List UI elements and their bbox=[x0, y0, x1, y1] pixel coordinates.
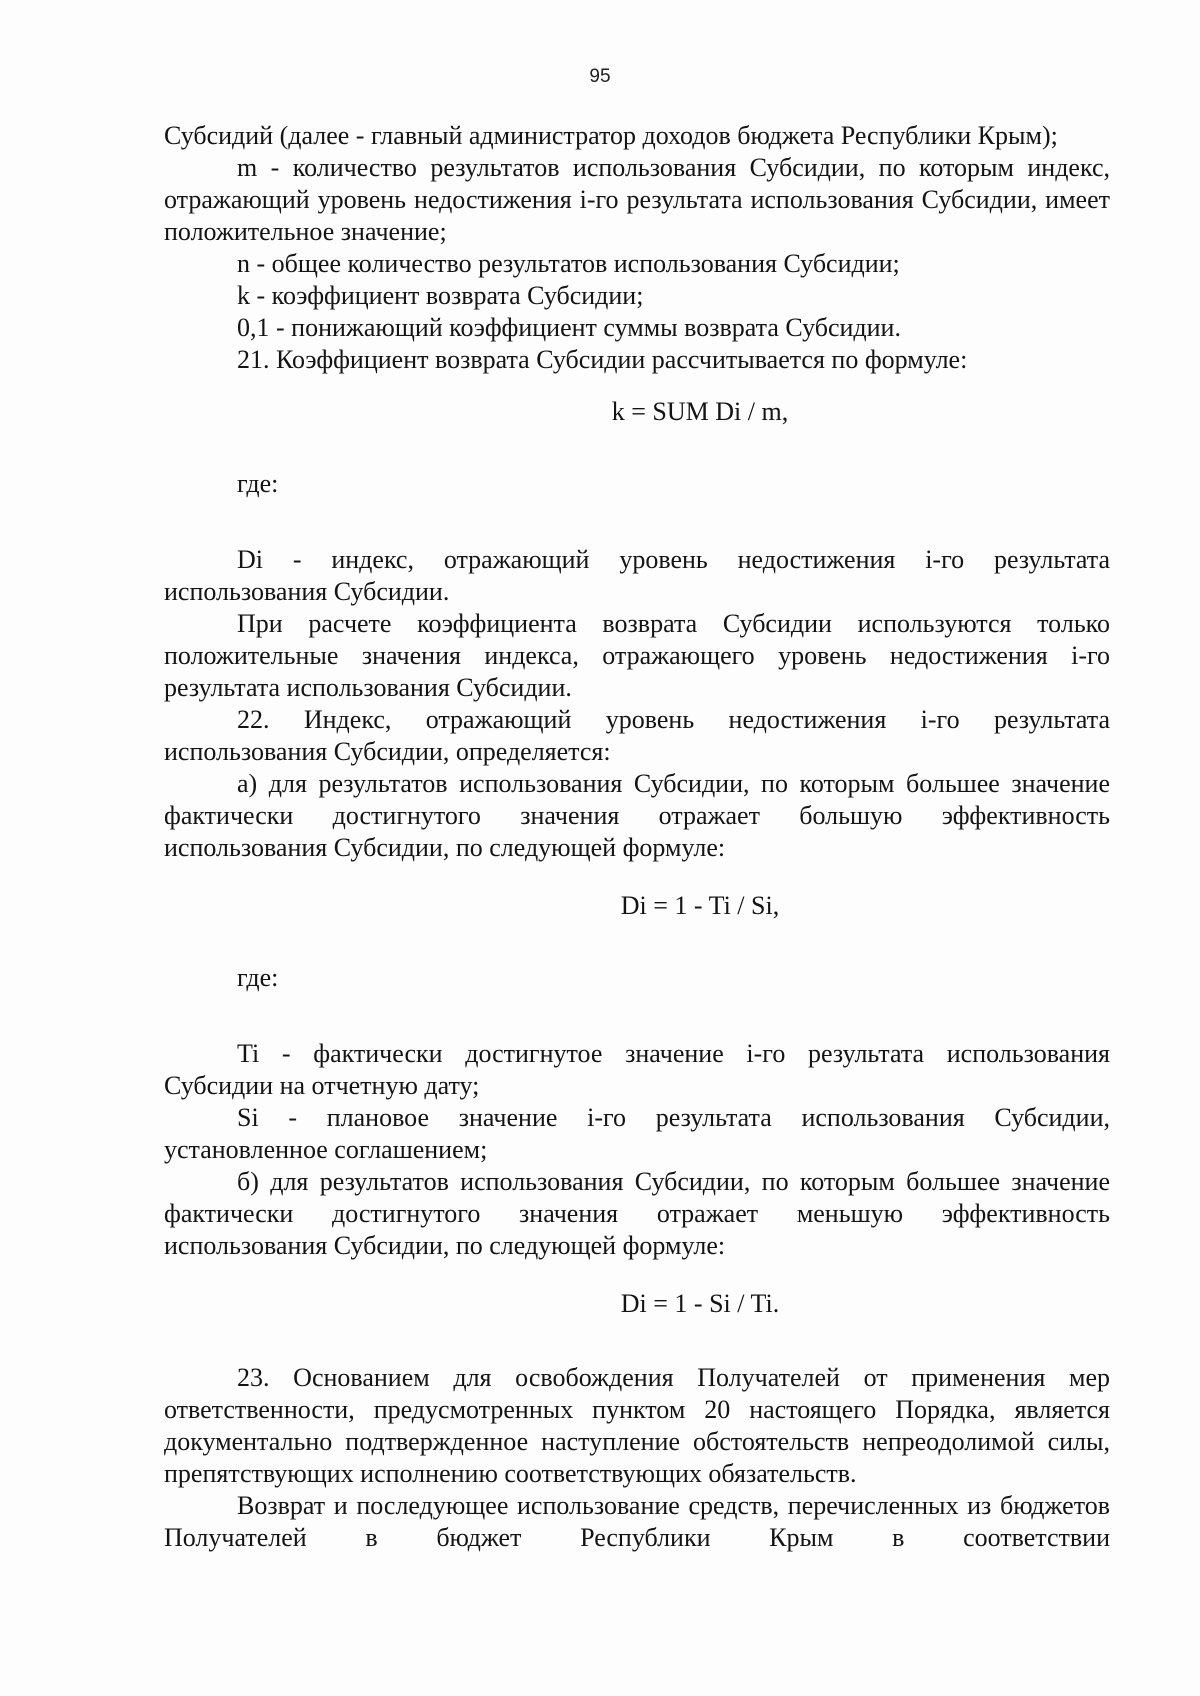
document-body bbox=[164, 120, 1110, 1554]
paragraph-di-definition: Di - индекс, отражающий уровень недостижения i-го результата использования Субсидии. bbox=[164, 545, 1110, 606]
formula-di-a: Di = 1 - Ti / Si, bbox=[620, 891, 780, 920]
paragraph-item-21: 21. Коэффициент возврата Субсидии рассчитывается по формуле: bbox=[237, 345, 968, 374]
paragraph-positive-values: При расчете коэффициента возврата Субсидии используются только положительные значения индекса, отражающего уровень недостижения i-го результата использования Субсидии. bbox=[164, 609, 1110, 702]
where-label-2: где: bbox=[237, 963, 279, 992]
paragraph-n-definition: n - общее количество результатов использования Субсидии; bbox=[237, 249, 900, 278]
paragraph-subsidy-admin: Субсидий (далее - главный администратор доходов бюджета Республики Крым); bbox=[164, 121, 1058, 150]
paragraph-case-a: а) для результатов использования Субсидии, по которым большее значение фактически достигнутого значения отражает большую эффективность использования Субсидии, по следующей формуле: bbox=[164, 769, 1110, 862]
paragraph-ti-definition: Ti - фактически достигнутое значение i-го результата использования Субсидии на отчетную дату; bbox=[164, 1039, 1110, 1100]
paragraph-k-definition: k - коэффициент возврата Субсидии; bbox=[237, 281, 644, 310]
paragraph-refund-usage: Возврат и последующее использование средств, перечисленных из бюджетов Получателей в бюджет Республики Крым в соответствии bbox=[164, 1491, 1110, 1552]
where-label-1: где: bbox=[237, 469, 279, 498]
paragraph-case-b: б) для результатов использования Субсидии, по которым большее значение фактически достигнутого значения отражает меньшую эффективность использования Субсидии, по следующей формуле: bbox=[164, 1167, 1110, 1260]
paragraph-item-23: 23. Основанием для освобождения Получателей от применения мер ответственности, предусмотренных пунктом 20 настоящего Порядка, является документально подтвержденное наступление обстоятельств непреодолимой силы, препятствующих исполнению соответствующих обязательств. bbox=[164, 1363, 1110, 1488]
formula-di-b: Di = 1 - Si / Ti. bbox=[620, 1289, 780, 1318]
formula-k: k = SUM Di / m, bbox=[611, 397, 789, 426]
paragraph-si-definition: Si - плановое значение i-го результата использования Субсидии, установленное соглашением; bbox=[164, 1103, 1110, 1164]
paragraph-item-22: 22. Индекс, отражающий уровень недостижения i-го результата использования Субсидии, определяется: bbox=[164, 705, 1110, 766]
page-number: 95 bbox=[589, 66, 611, 87]
paragraph-coefficient-definition: 0,1 - понижающий коэффициент суммы возврата Субсидии. bbox=[237, 313, 901, 342]
paragraph-m-definition: m - количество результатов использования Субсидии, по которым индекс, отражающий уровень недостижения i-го результата использования Субсидии, имеет положительное значение; bbox=[164, 153, 1110, 246]
